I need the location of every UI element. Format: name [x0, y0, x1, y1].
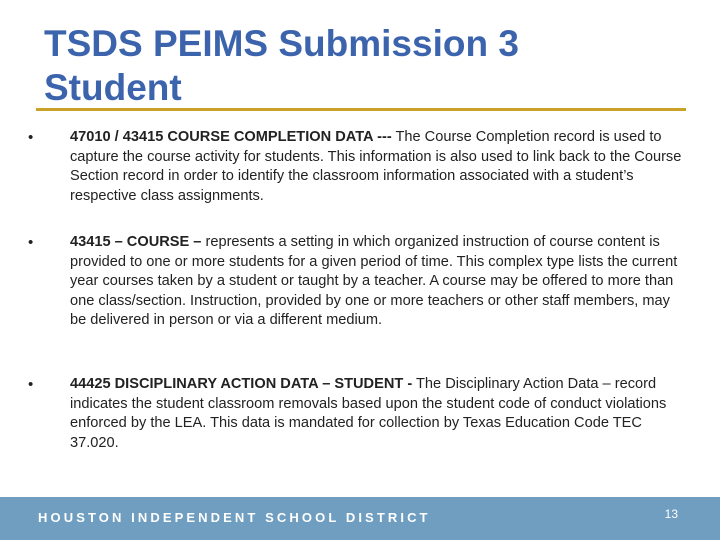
bullet-heading: 43415 – COURSE – [70, 234, 202, 250]
bullet-text [70, 375, 682, 453]
bullet-heading: 44425 DISCIPLINARY ACTION DATA – STUDENT - [70, 376, 413, 392]
bullet-body: The Course Completion record is used to capture the course activity for students. This information is also used to link back to the Course Section record in order to identify the classroom information associated with a student’s respective class assignments. [70, 129, 682, 204]
bullet-body: The Disciplinary Action Data – record indicates the student classroom removals based upon the student code of conduct violations enforced by the LEA. This data is mandated for collection by Texas Education Code TEC 37.020. [70, 376, 667, 451]
footer-district-name: HOUSTON INDEPENDENT SCHOOL DISTRICT [38, 510, 431, 525]
title-line-2: Student [44, 67, 182, 108]
title-underline [36, 108, 686, 111]
bullet-body: represents a setting in which organized instruction of course content is provided to one or more students for a given period of time. This complex type lists the current year courses taken by a student or taught by a teacher. A course may be offered to more than one class/section. Instruction, provided by one or more teachers or other staff members, may be delivered in person or via a different medium. [70, 234, 678, 328]
bullet-text [70, 233, 682, 331]
page-number: 13 [664, 507, 678, 521]
bullet-text [70, 128, 682, 206]
bullet-marker: • [28, 129, 34, 146]
title-line-1: TSDS PEIMS Submission 3 [44, 23, 519, 64]
bullet-marker: • [28, 234, 34, 251]
bullet-marker: • [28, 376, 34, 393]
footer-bar [0, 497, 720, 540]
slide-title [44, 22, 684, 110]
bullet-heading: 47010 / 43415 COURSE COMPLETION DATA --- [70, 129, 392, 145]
